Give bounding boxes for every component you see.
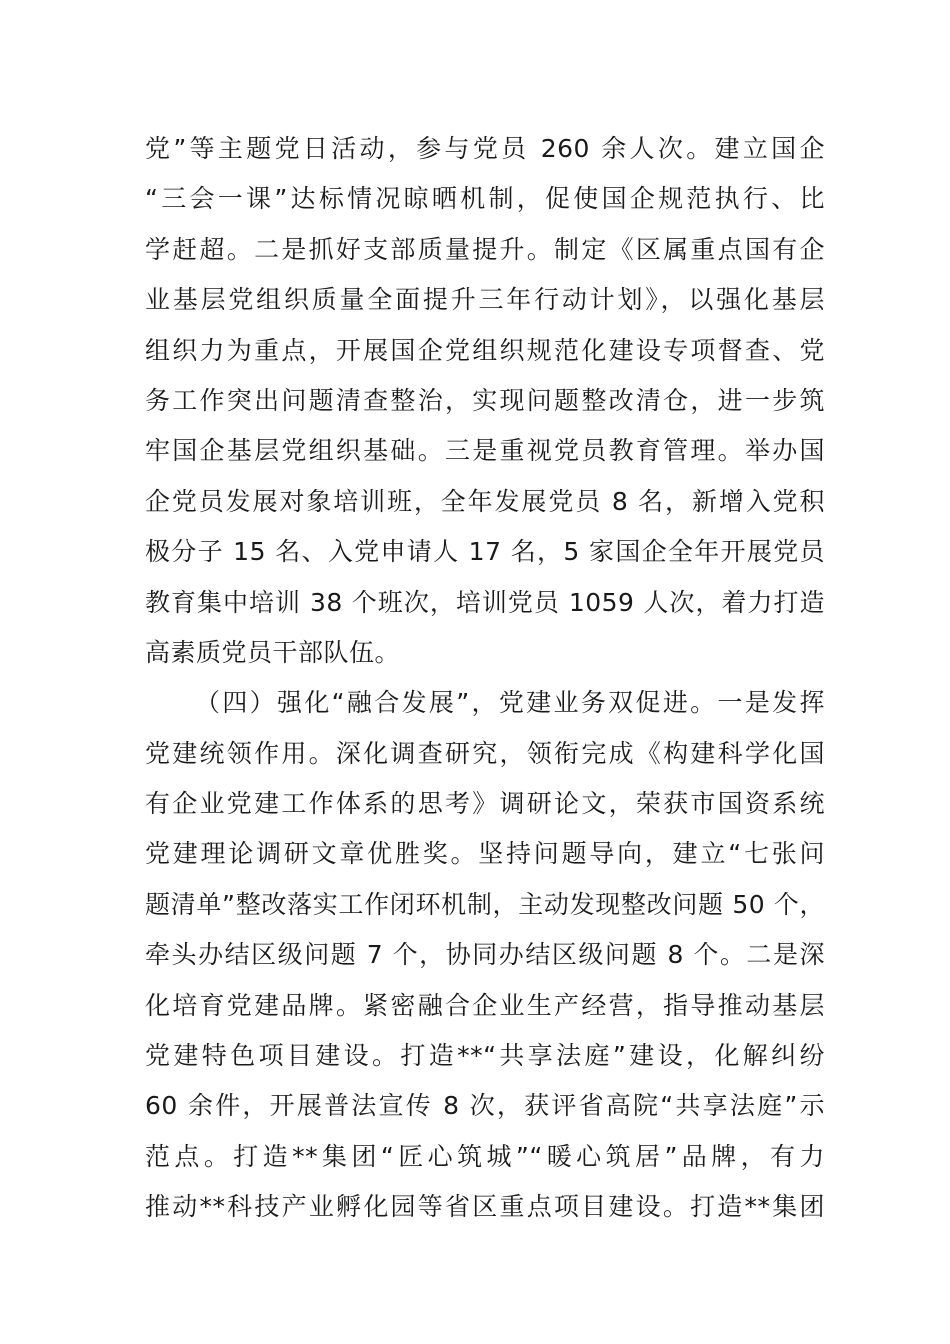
paragraph-2 (145, 678, 825, 1232)
paragraph-line: 务工作突出问题清查整治，实现问题整改清仓，进一步筑 (145, 385, 825, 415)
paragraph-line: 60 余件，开展普法宣传 8 次，获评省高院“共享法庭”示 (145, 1091, 825, 1121)
paragraph-line: 学赶超。二是抓好支部质量提升。制定《区属重点国有企 (145, 234, 825, 264)
paragraph-line: 范点。打造**集团“匠心筑城”“暖心筑居”品牌，有力 (145, 1141, 825, 1171)
paragraph-line: 牢国企基层党组织基础。三是重视党员教育管理。举办国 (145, 436, 825, 466)
paragraph-line: 题清单”整改落实工作闭环机制，主动发现整改问题 50 个， (145, 889, 825, 919)
paragraph-line: 党建统领作用。深化调查研究，领衔完成《构建科学化国 (145, 738, 825, 768)
paragraph-line: “三会一课”达标情况晾晒机制，促使国企规范执行、比 (145, 184, 825, 214)
paragraph-line: 有企业党建工作体系的思考》调研论文，荣获市国资系统 (145, 789, 825, 819)
paragraph-line: 组织力为重点，开展国企党组织规范化建设专项督查、党 (145, 335, 825, 365)
paragraph-line: （四）强化“融合发展”，党建业务双促进。一是发挥 (195, 688, 825, 718)
paragraph-1 (145, 124, 825, 678)
paragraph-line: 教育集中培训 38 个班次，培训党员 1059 人次，着力打造 (145, 587, 825, 617)
paragraph-line: 推动**科技产业孵化园等省区重点项目建设。打造**集团 (145, 1192, 825, 1222)
paragraph-line: 高素质党员干部队伍。 (145, 637, 401, 667)
paragraph-line: 化培育党建品牌。紧密融合企业生产经营，指导推动基层 (145, 990, 825, 1020)
paragraph-line: 极分子 15 名、入党申请人 17 名，5 家国企全年开展党员 (145, 537, 825, 567)
paragraph-line: 企党员发展对象培训班，全年发展党员 8 名，新增入党积 (145, 486, 825, 516)
paragraph-line: 党”等主题党日活动，参与党员 260 余人次。建立国企 (145, 134, 825, 163)
paragraph-line: 业基层党组织质量全面提升三年行动计划》，以强化基层 (145, 285, 825, 315)
body-text (145, 124, 825, 1233)
paragraph-line: 牵头办结区级问题 7 个，协同办结区级问题 8 个。二是深 (145, 940, 825, 970)
paragraph-line: 党建特色项目建设。打造**“共享法庭”建设，化解纠纷 (145, 1041, 825, 1071)
paragraph-line: 党建理论调研文章优胜奖。坚持问题导向，建立“七张问 (145, 839, 825, 869)
